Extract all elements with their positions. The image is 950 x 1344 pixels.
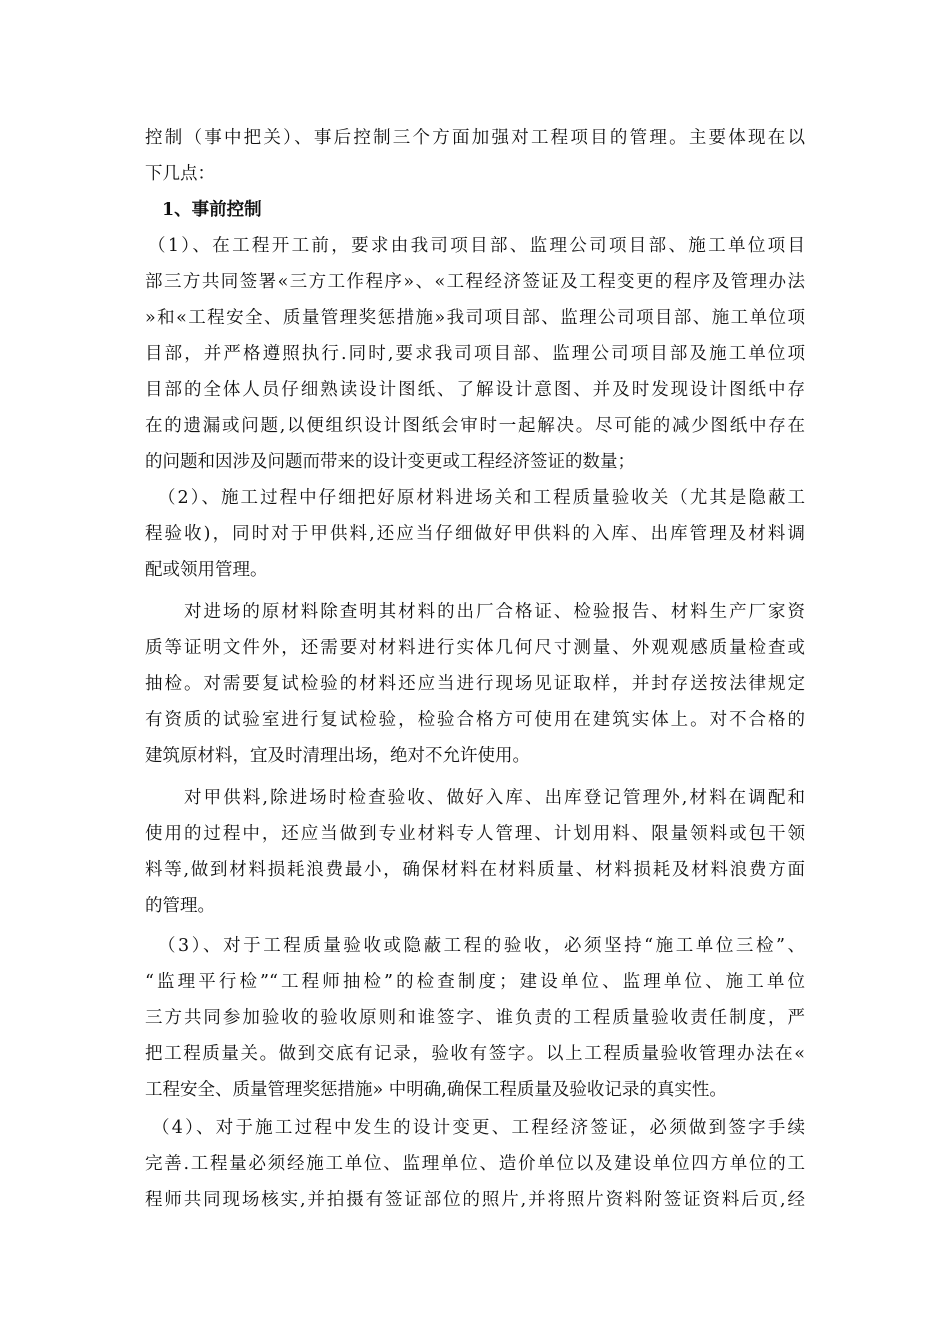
body-text-line: 料等,做到材料损耗浪费最小，确保材料在材料质量、材料损耗及材料浪费方面 [145, 860, 805, 880]
body-text-line: 三方共同参加验收的验收原则和谁签字、谁负责的工程质量验收责任制度，严 [145, 1008, 805, 1028]
body-text-line: 在的遗漏或问题,以便组织设计图纸会审时一起解决。尽可能的减少图纸中存在 [145, 416, 805, 436]
body-text-line: 质等证明文件外，还需要对材料进行实体几何尺寸测量、外观观感质量检查或 [145, 638, 805, 658]
body-text-line: 下几点： [145, 164, 215, 184]
body-text-line: 程师共同现场核实,并拍摄有签证部位的照片,并将照片资料附签证资料后页,经 [145, 1190, 805, 1210]
body-text-line: （4）、对于施工过程中发生的设计变更、工程经济签证，必须做到签字手续 [152, 1118, 805, 1138]
body-text-line: 有资质的试验室进行复试检验，检验合格方可使用在建筑实体上。对不合格的 [145, 710, 805, 730]
body-text-line: “监理平行检”“工程师抽检”的检查制度；建设单位、监理单位、施工单位 [145, 972, 805, 992]
body-text-line: （1）、在工程开工前，要求由我司项目部、监理公司项目部、施工单位项目 [148, 236, 805, 256]
body-text-line: 控制（事中把关）、事后控制三个方面加强对工程项目的管理。主要体现在以 [145, 128, 805, 148]
body-text-line: 程验收)，同时对于甲供料,还应当仔细做好甲供料的入库、出库管理及材料调 [145, 524, 805, 544]
section-heading: 1、事前控制 [162, 200, 262, 220]
body-text-line: 目部的全体人员仔细熟读设计图纸、了解设计意图、并及时发现设计图纸中存 [145, 380, 805, 400]
body-text-line: 使用的过程中，还应当做到专业材料专人管理、计划用料、限量领料或包干领 [145, 824, 805, 844]
body-text-line: （2）、施工过程中仔细把好原材料进场关和工程质量验收关（尤其是隐蔽工 [158, 488, 805, 508]
body-text-line: 建筑原材料，宜及时清理出场，绝对不允许使用。 [145, 746, 530, 766]
body-text-line: 的管理。 [145, 896, 215, 916]
body-text-line: 抽检。对需要复试检验的材料还应当进行现场见证取样，并封存送按法律规定 [145, 674, 805, 694]
body-text-line: 对甲供料,除进场时检查验收、做好入库、出库登记管理外,材料在调配和 [184, 788, 805, 808]
body-text-line: 对进场的原材料除查明其材料的出厂合格证、检验报告、材料生产厂家资 [184, 602, 805, 622]
body-text-line: 目部，并严格遵照执行.同时,要求我司项目部、监理公司项目部及施工单位项 [145, 344, 805, 364]
body-text-line: （3）、对于工程质量验收或隐蔽工程的验收，必须坚持“施工单位三检”、 [158, 936, 805, 956]
body-text-line: »和«工程安全、质量管理奖惩措施»我司项目部、监理公司项目部、施工单位项 [145, 308, 805, 328]
body-text-line: 把工程质量关。做到交底有记录，验收有签字。以上工程质量验收管理办法在« [145, 1044, 805, 1064]
body-text-line: 工程安全、质量管理奖惩措施» 中明确,确保工程质量及验收记录的真实性。 [145, 1080, 727, 1100]
body-text-line: 完善.工程量必须经施工单位、监理单位、造价单位以及建设单位四方单位的工 [145, 1154, 805, 1174]
body-text-line: 的问题和因涉及问题而带来的设计变更或工程经济签证的数量； [145, 452, 635, 472]
body-text-line: 部三方共同签署«三方工作程序»、«工程经济签证及工程变更的程序及管理办法 [145, 272, 805, 292]
body-text-line: 配或领用管理。 [145, 560, 268, 580]
